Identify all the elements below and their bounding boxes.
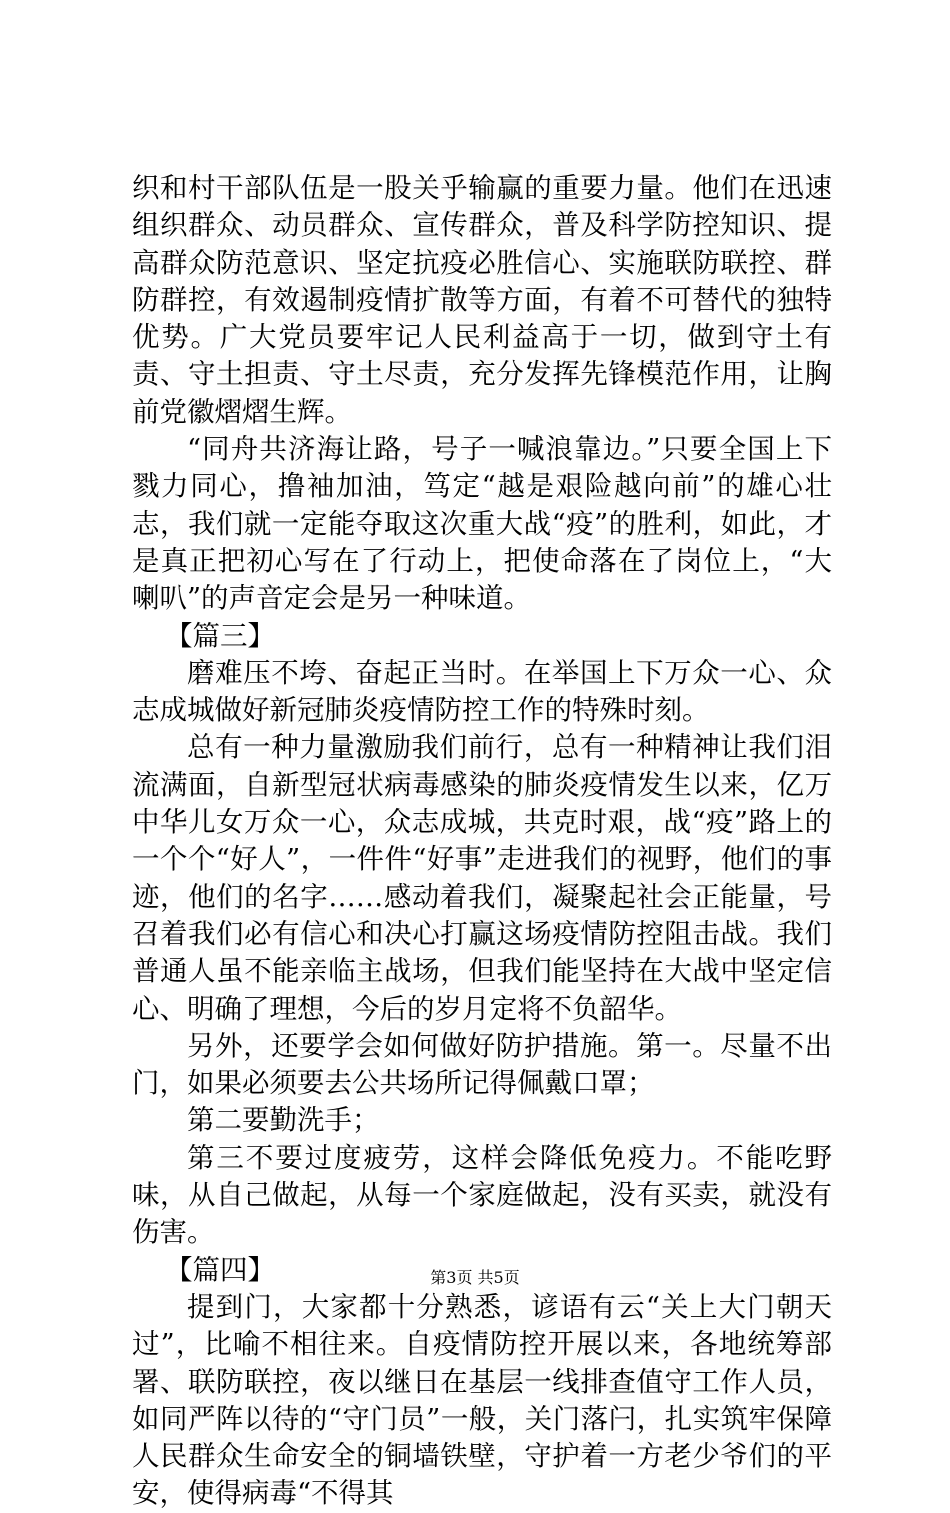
section-heading-pian-si: 【篇四】 xyxy=(165,1253,275,1286)
paragraph-disan: 第三不要过度疲劳，这样会降低免疫力。不能吃野味，从自己做起，从每一个家庭做起，没有买卖，就没有伤害。 xyxy=(132,1141,832,1249)
paragraph-monan: 磨难压不垮、奋起正当时。在举国上下万众一心、众志成城做好新冠肺炎疫情防控工作的特殊时刻。 xyxy=(132,656,832,727)
section-heading-pian-san: 【篇三】 xyxy=(165,619,275,652)
paragraph-tidaomen: 提到门，大家都十分熟悉，谚语有云“关上大门朝天过”，比喻不相往来。自疫情防控开展以来，各地统筹部署、联防联控，夜以继日在基层一线排查值守工作人员，如同严阵以待的“守门员”一般，关门落闩，扎实筑牢保障人民群众生命安全的铜墙铁壁，守护着一方老少爷们的平安，使得病毒“不得其 xyxy=(132,1290,832,1510)
page-number-label: 第3页 共5页 xyxy=(430,1268,520,1287)
paragraph-tongzhou: “同舟共济海让路，号子一喊浪靠边。”只要全国上下戮力同心，撸袖加油，笃定“越是艰险越向前”的雄心壮志，我们就一定能夺取这次重大战“疫”的胜利，如此，才是真正把初心写在了行动上，把使命落在了岗位上，“大喇叭”的声音定会是另一种味道。 xyxy=(132,433,832,615)
document-body xyxy=(132,170,832,1513)
paragraph-dier: 第二要勤洗手； xyxy=(187,1104,380,1137)
paragraph-lingwai: 另外，还要学会如何做好防护措施。第一。尽量不出门，如果必须要去公共场所记得佩戴口罩； xyxy=(132,1029,832,1100)
paragraph-zongyou: 总有一种力量激励我们前行，总有一种精神让我们泪流满面，自新型冠状病毒感染的肺炎疫情发生以来，亿万中华儿女万众一心，众志成城，共克时艰，战“疫”路上的一个个“好人”，一件件“好事”走进我们的视野，他们的事迹，他们的名字……感动着我们，凝聚起社会正能量，号召着我们必有信心和决心打赢这场疫情防控阻击战。我们普通人虽不能亲临主战场，但我们能坚持在大战中坚定信心、明确了理想，今后的岁月定将不负韶华。 xyxy=(132,731,832,1025)
paragraph-continuation: 织和村干部队伍是一股关乎输赢的重要力量。他们在迅速组织群众、动员群众、宣传群众，普及科学防控知识、提高群众防范意识、坚定抗疫必胜信心、实施联防联控、群防群控，有效遏制疫情扩散等方面，有着不可替代的独特优势。广大党员要牢记人民利益高于一切，做到守土有责、守土担责、守土尽责，充分发挥先锋模范作用，让胸前党徽熠熠生辉。 xyxy=(132,172,832,428)
page-footer xyxy=(0,1268,950,1288)
